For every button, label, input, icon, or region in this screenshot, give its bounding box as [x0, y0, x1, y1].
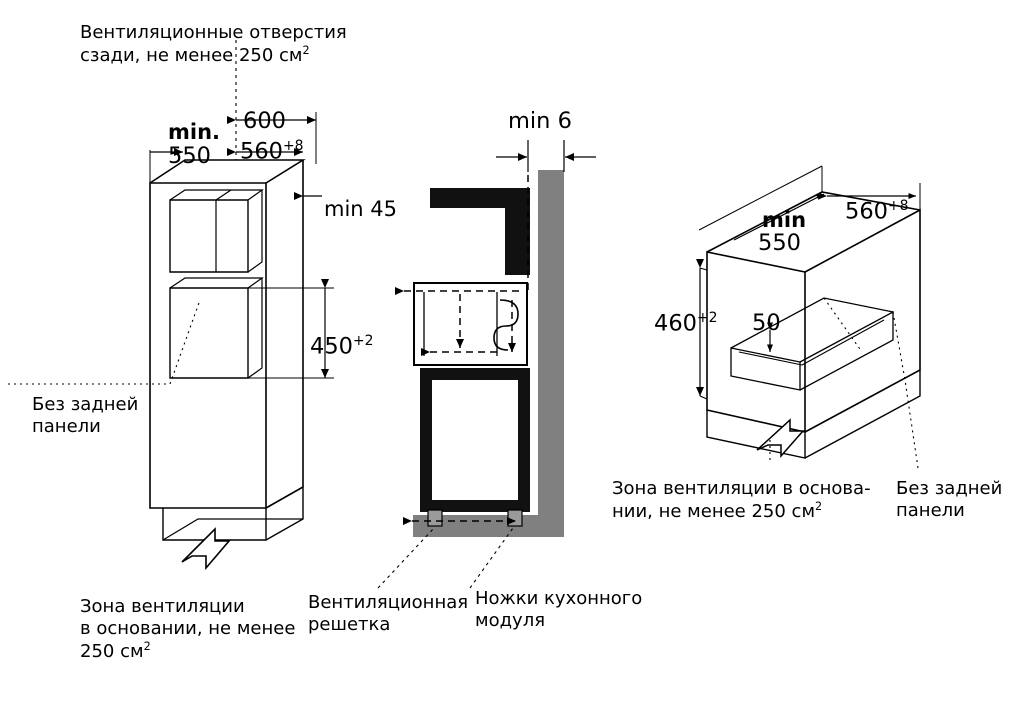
- left-no-back-panel-label: Без задней панели: [32, 394, 139, 437]
- left-min-word: min.: [168, 120, 221, 144]
- right-min-depth-550: 550: [758, 230, 801, 256]
- rear-vents-label: Вентиляционные отверстия сзади, не менее 250 $см^2$: [80, 22, 347, 66]
- right-width-560: $560^{+8}$: [845, 198, 909, 225]
- center-view-group: [378, 140, 596, 588]
- left-height-450: $450^{+2}$: [310, 333, 374, 360]
- right-depth-50: 50: [752, 310, 781, 336]
- left-base-vent-label: Зона вентиляции в основании, не менее 250 $см^2$: [80, 596, 296, 662]
- left-width-600: 600: [243, 108, 286, 134]
- right-base-vent-label: Зона вентиляции в основа- нии, не менее 250 $см^2$: [612, 478, 871, 522]
- left-min45: min 45: [324, 197, 397, 221]
- left-min-depth-550: 550: [168, 143, 211, 169]
- center-legs-label: Ножки кухонного модуля: [475, 588, 643, 631]
- center-grille-label: Вентиляционная решетка: [308, 592, 469, 635]
- center-min6: min 6: [508, 108, 572, 134]
- left-width-560: $560^{+8}$: [240, 138, 304, 165]
- right-height-460: $460^{+2}$: [654, 310, 718, 337]
- right-no-back-panel-label: Без задней панели: [896, 478, 1003, 521]
- right-min-word: min: [762, 208, 807, 232]
